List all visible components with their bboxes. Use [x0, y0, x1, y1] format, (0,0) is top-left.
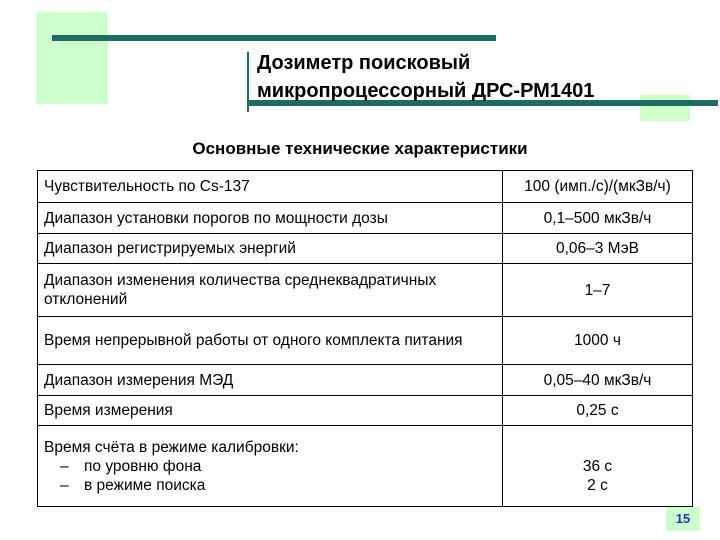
table-caption: Основные технические характеристики — [192, 139, 528, 158]
spec-param-calibration — [38, 426, 503, 507]
calibration-value: 2 с — [587, 476, 608, 494]
table-row — [38, 365, 693, 396]
calibration-label: Время счёта в режиме калибровки: — [44, 438, 299, 456]
spec-param: Время непрерывной работы от одного комплекта питания — [38, 317, 503, 365]
spec-param: Диапазон установки порогов по мощности дозы — [38, 203, 503, 234]
table-row — [38, 234, 693, 264]
table-row — [38, 426, 693, 507]
spec-param: Диапазон регистрируемых энергий — [38, 234, 503, 264]
list-item: – по уровню фона — [60, 457, 496, 476]
table-row — [38, 396, 693, 426]
spec-param: Чувствительность по Cs-137 — [38, 171, 503, 203]
spec-param: Время измерения — [38, 396, 503, 426]
table-row — [38, 264, 693, 317]
spec-param: Диапазон измерения МЭД — [38, 365, 503, 396]
table-row — [38, 203, 693, 234]
spec-value: 1–7 — [503, 264, 693, 317]
slide-title-line-1: Дозиметр поисковый — [257, 52, 471, 74]
decor-box-left — [36, 12, 108, 104]
page-number: 15 — [666, 507, 700, 531]
spec-value: 0,1–500 мкЗв/ч — [503, 203, 693, 234]
spec-param: Диапазон изменения количества среднеквадратичных отклонений — [38, 264, 503, 317]
list-item: – в режиме поиска — [60, 476, 496, 495]
calibration-list — [44, 457, 496, 495]
slide-title-line-2: микропроцессорный ДРС-РМ1401 — [257, 80, 595, 102]
table-row — [38, 171, 693, 203]
spec-value: 1000 ч — [503, 317, 693, 365]
spec-value: 0,06–3 МэВ — [503, 234, 693, 264]
spec-value: 0,25 с — [503, 396, 693, 426]
calibration-value: 36 с — [582, 457, 613, 475]
specs-table — [37, 170, 693, 507]
table-row — [38, 317, 693, 365]
spec-value: 0,05–40 мкЗв/ч — [503, 365, 693, 396]
spec-value-calibration — [503, 426, 693, 507]
slide-title — [257, 49, 697, 105]
decor-bar-top — [52, 35, 496, 41]
spec-value: 100 (имп./с)/(мкЗв/ч) — [503, 171, 693, 203]
